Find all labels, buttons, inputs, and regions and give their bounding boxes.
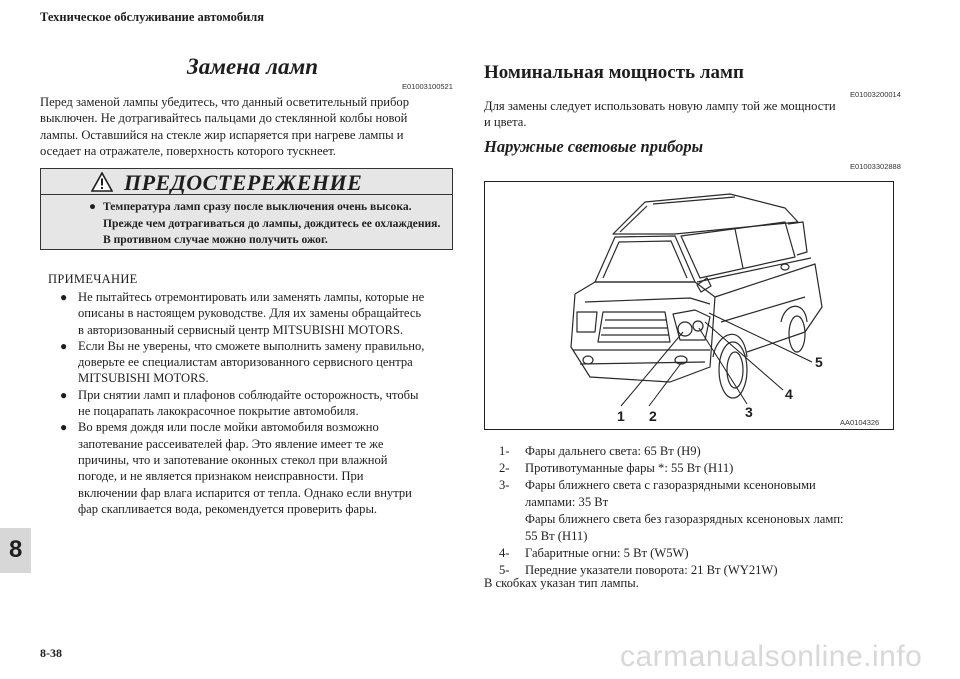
chapter-tab-number: 8 (9, 536, 23, 563)
warning-triangle-icon (91, 172, 113, 192)
note-list (60, 289, 458, 517)
note-label: ПРИМЕЧАНИЕ (48, 272, 138, 286)
legend-line: лампами: 35 Вт (525, 495, 609, 509)
note-item (60, 387, 458, 420)
note-line: не поцарапать лакокрасочное покрытие автомобиля. (78, 404, 359, 419)
legend-number: 4- (499, 546, 510, 560)
note-item (60, 289, 458, 338)
paragraph-line: лампы. Оставшийся на стекле жир испаряется при нагреве лампы и (40, 127, 404, 142)
intro-paragraph (40, 94, 409, 159)
warning-text (89, 199, 443, 249)
bullet-icon: ● (60, 387, 68, 402)
legend-line: Фары ближнего света с газоразрядными ксеноновыми (525, 478, 816, 492)
note-line: Во время дождя или после мойки автомобиля возможно (78, 420, 379, 435)
intro-line: и цвета. (484, 115, 527, 130)
warning-line: Температура ламп сразу после выключения очень высока. (103, 200, 412, 213)
wattage-code: E01003200014 (850, 90, 901, 99)
vehicle-figure (484, 181, 894, 430)
site-watermark: carmanualsonline.info (620, 640, 923, 673)
callout-label: 3 (745, 404, 753, 420)
legend-line: Фары ближнего света без газоразрядных ксеноновых ламп: (525, 512, 844, 526)
exterior-lights-title: Наружные световые приборы (484, 137, 704, 156)
note-line: фар скапливается вода, рекомендуется проверить фары. (78, 501, 378, 516)
legend-item (499, 477, 899, 545)
exterior-lights-code: E01003302888 (850, 162, 901, 171)
legend-number: 5- (499, 563, 510, 577)
warning-header (41, 169, 452, 195)
note-line: доверьте ее специалистам авторизованного сервисного центра (78, 355, 413, 370)
section-title: Замена ламп (187, 54, 319, 79)
note-line: запотевание рассеивателей фар. Это явление имеет те же (78, 436, 384, 451)
bullet-icon: ● (60, 420, 68, 435)
callout-label: 5 (815, 354, 823, 370)
warning-title: ПРЕДОСТЕРЕЖЕНИЕ (124, 170, 363, 195)
warning-line: В противном случае можно получить ожог. (103, 233, 328, 246)
note-line: Если Вы не уверены, что сможете выполнить замену правильно, (78, 338, 425, 353)
note-line: MITSUBISHI MOTORS. (78, 371, 209, 386)
warning-box (40, 168, 453, 250)
legend-item (499, 443, 899, 460)
note-line: в авторизованный сервисный центр MITSUBISHI MOTORS. (78, 322, 404, 337)
wattage-intro (484, 98, 836, 131)
note-line: причины, что и запотевание оконных стекол при влажной (78, 452, 388, 467)
legend-line: Фары дальнего света: 65 Вт (H9) (525, 444, 701, 458)
running-header: Техническое обслуживание автомобиля (40, 10, 265, 24)
page-number: 8-38 (40, 646, 62, 660)
paragraph-line: оседает на отражателе, поверхность которого тускнеет. (40, 143, 336, 158)
section-code: E01003100521 (402, 82, 453, 91)
note-line: погоде, и не является признаком неисправности. При (78, 469, 364, 484)
callout-label: 1 (617, 408, 625, 424)
paragraph-line: выключен. Не дотрагивайтесь пальцами до стеклянной колбы новой (40, 111, 408, 126)
lamp-legend (499, 443, 899, 579)
lamp-type-note: В скобках указан тип лампы. (484, 576, 639, 590)
intro-line: Для замены следует использовать новую лампу той же мощности (484, 99, 836, 113)
callout-label: 2 (649, 408, 657, 424)
legend-number: 3- (499, 478, 510, 492)
legend-item (499, 460, 899, 477)
warning-line: Прежде чем дотрагиваться до лампы, дождитесь ее охлаждения. (103, 216, 441, 230)
note-line: описаны в настоящем руководстве. Для их замены обращайтесь (78, 306, 422, 321)
bullet-icon: ● (60, 338, 68, 353)
legend-line: 55 Вт (H11) (525, 529, 588, 543)
note-line: включении фар влага испарится от тепла. Однако если внутри (78, 485, 412, 500)
note-line: При снятии ламп и плафонов соблюдайте осторожность, чтобы (78, 387, 419, 402)
figure-code: AA0104326 (840, 418, 880, 427)
bullet-icon: ● (89, 200, 97, 213)
legend-number: 1- (499, 444, 510, 458)
note-item (60, 338, 458, 387)
legend-line: Противотуманные фары *: 55 Вт (H11) (525, 461, 734, 475)
callout-label: 4 (785, 386, 793, 402)
legend-line: Габаритные огни: 5 Вт (W5W) (525, 546, 689, 560)
legend-number: 2- (499, 461, 510, 475)
note-item (60, 419, 458, 517)
paragraph-line: Перед заменой лампы убедитесь, что данный осветительный прибор (40, 95, 410, 109)
vehicle-front-illustration (485, 182, 893, 429)
bullet-icon: ● (60, 290, 68, 304)
legend-item (499, 545, 899, 562)
wattage-title: Номинальная мощность ламп (484, 62, 744, 83)
note-line: Не пытайтесь отремонтировать или заменять лампы, которые не (78, 290, 425, 304)
legend-line: Передние указатели поворота: 21 Вт (WY21W) (525, 563, 778, 577)
